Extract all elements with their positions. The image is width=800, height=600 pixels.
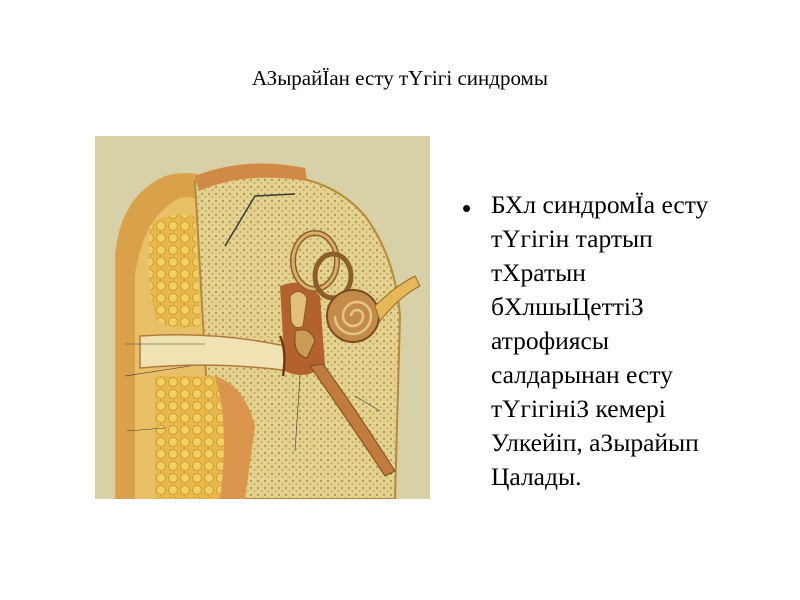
bullet-dot-icon: •: [462, 193, 472, 223]
auricle-cartilage: [149, 215, 200, 328]
lower-cartilage: [155, 376, 224, 499]
bullet-line: Улкейіп, аЗырайып: [491, 428, 699, 457]
bullet-line: тҮгігін тартып: [491, 224, 653, 253]
ear-anatomy-diagram: [95, 136, 430, 499]
bullet-line: БХл синдромЇа есту: [491, 190, 709, 219]
bullet-item: [491, 188, 771, 494]
bullet-line: салдарынан есту: [491, 360, 673, 389]
ear-anatomy-figure: [95, 136, 430, 499]
bullet-line: Цалады.: [491, 462, 582, 491]
bullet-line: тҮгігініЗ кемері: [491, 394, 666, 423]
bullet-line: тХратын: [491, 258, 586, 287]
slide-title: АЗырайЇан есту тҮгігі синдромы: [252, 66, 548, 90]
bullet-line: бХлшыЦеттіЗ: [491, 292, 644, 321]
bullet-line: атрофиясы: [491, 326, 609, 355]
